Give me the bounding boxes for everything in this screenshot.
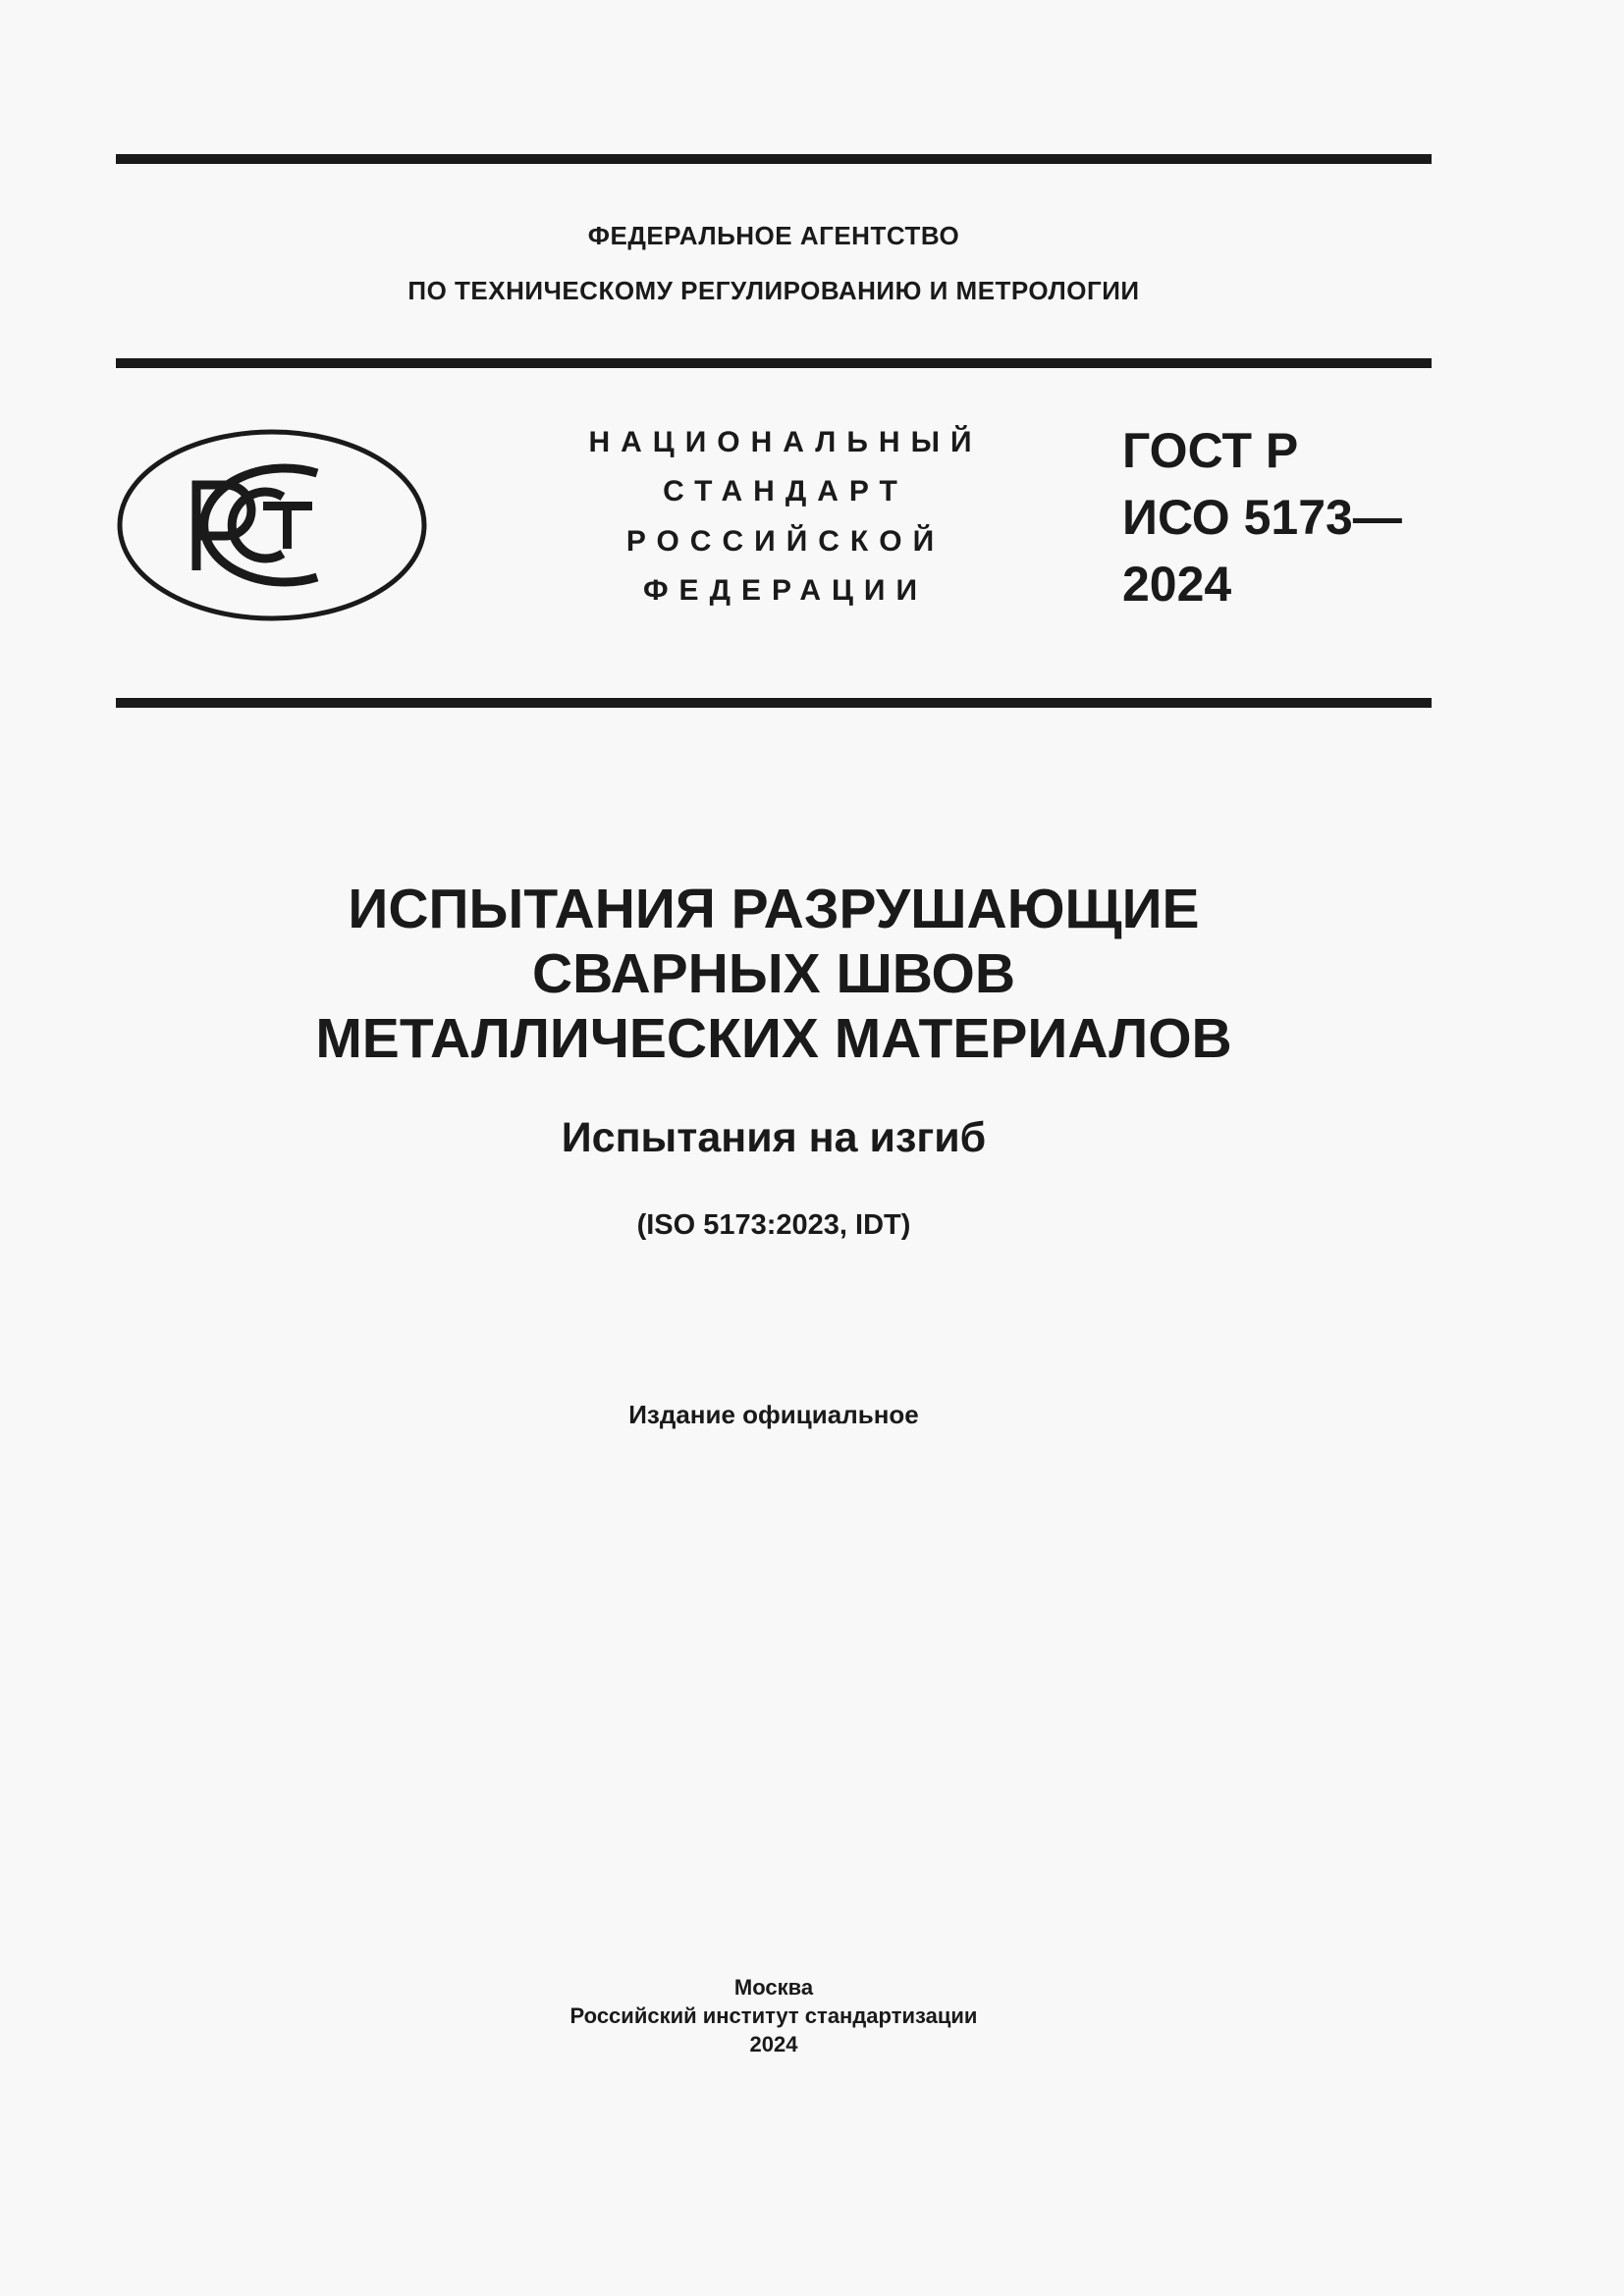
iso-reference: (ISO 5173:2023, IDT) [636,1209,911,1241]
standard-designation-line-2: ИСО 5173— [1122,490,1402,545]
standard-designation-line-1: ГОСТ Р [1122,423,1299,478]
document-subtitle: Испытания на изгиб [561,1114,987,1161]
document-title-line-2: СВАРНЫХ ШВОВ [531,942,1015,1005]
imprint-year: 2024 [749,2032,798,2056]
national-standard-line-4: ФЕДЕРАЦИИ [642,574,929,607]
national-standard-line-2: СТАНДАРТ [663,475,908,507]
header-rule [116,358,1432,368]
imprint-city: Москва [733,1975,814,2000]
edition-note: Издание официальное [628,1400,919,1429]
agency-line-2: ПО ТЕХНИЧЕСКОМУ РЕГУЛИРОВАНИЮ И МЕТРОЛОГИИ [407,276,1140,305]
rst-logo-icon [116,428,428,622]
imprint-publisher: Российский институт стандартизации [569,2003,978,2028]
standard-designation-line-3: 2024 [1122,557,1232,612]
national-standard-line-1: НАЦИОНАЛЬНЫЙ [588,426,983,458]
national-standard-line-3: РОССИЙСКОЙ [625,525,946,558]
document-title-line-3: МЕТАЛЛИЧЕСКИХ МАТЕРИАЛОВ [315,1007,1232,1070]
top-rule [116,154,1432,164]
document-title-line-1: ИСПЫТАНИЯ РАЗРУШАЮЩИЕ [348,878,1200,940]
designation-rule [116,698,1432,708]
agency-line-1: ФЕДЕРАЛЬНОЕ АГЕНТСТВО [587,221,960,250]
